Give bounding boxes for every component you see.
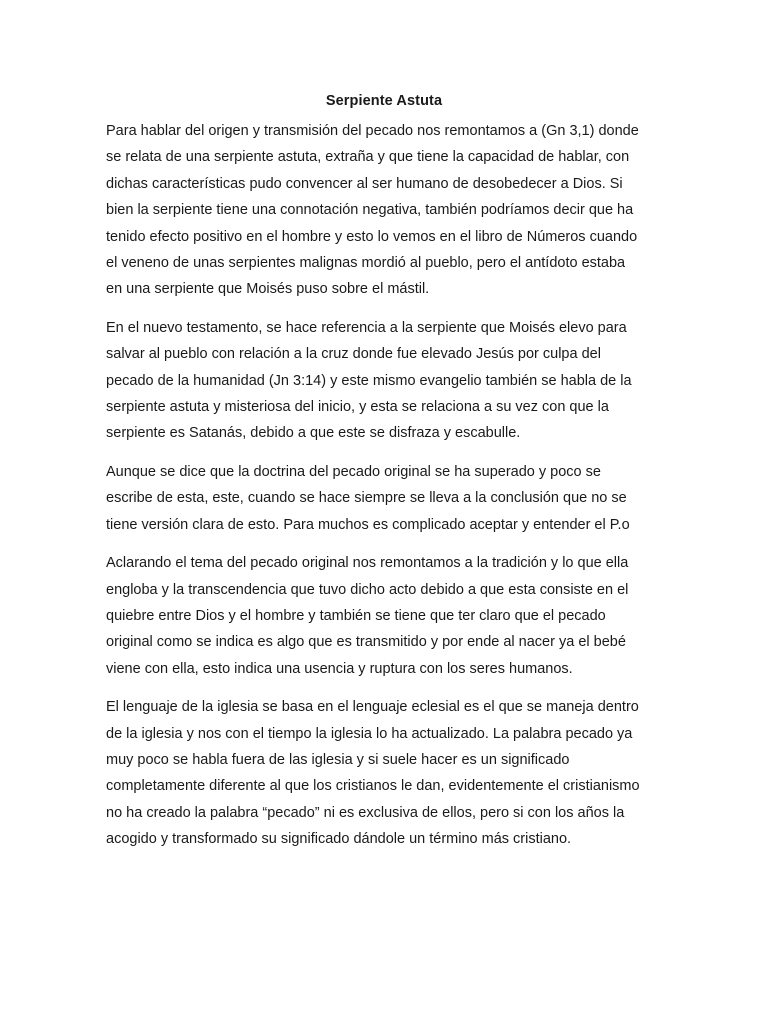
paragraph-line: pecado de la humanidad (Jn 3:14) y este mismo evangelio también se habla de la xyxy=(106,372,632,389)
paragraph-line: en una serpiente que Moisés puso sobre el mástil. xyxy=(106,281,430,298)
paragraph-line: se relata de una serpiente astuta, extraña y que tiene la capacidad de hablar, con xyxy=(106,149,630,166)
paragraph-line: bien la serpiente tiene una connotación negativa, también podríamos decir que ha xyxy=(106,202,634,219)
document-page xyxy=(106,88,662,865)
paragraph-line: engloba y la transcendencia que tuvo dicho acto debido a que esta consiste en el xyxy=(106,581,629,598)
paragraph-line: El lenguaje de la iglesia se basa en el lenguaje eclesial es el que se maneja dentro xyxy=(106,699,639,716)
paragraph-line: En el nuevo testamento, se hace referencia a la serpiente que Moisés elevo para xyxy=(106,319,627,336)
paragraph-line: Aclarando el tema del pecado original nos remontamos a la tradición y lo que ella xyxy=(106,555,629,572)
paragraph-line: viene con ella, esto indica una usencia y ruptura con los seres humanos. xyxy=(106,660,573,677)
paragraph-line: escribe de esta, este, cuando se hace siempre se lleva a la conclusión que no se xyxy=(106,490,627,507)
paragraph-line: Para hablar del origen y transmisión del pecado nos remontamos a (Gn 3,1) donde xyxy=(106,123,639,139)
paragraph-line: dichas características pudo convencer al ser humano de desobedecer a Dios. Si xyxy=(106,175,623,192)
paragraph-5 xyxy=(106,694,662,852)
paragraph-line: Aunque se dice que la doctrina del pecado original se ha superado y poco se xyxy=(106,463,601,480)
paragraph-line: de la iglesia y nos con el tiempo la iglesia lo ha actualizado. La palabra pecado ya xyxy=(106,725,633,742)
paragraph-line: tiene versión clara de esto. Para muchos es complicado aceptar y entender el P.o xyxy=(106,516,630,533)
paragraph-line: completamente diferente al que los cristianos le dan, evidentemente el cristianismo xyxy=(106,778,640,795)
paragraph-line: acogido y transformado su significado dándole un término más cristiano. xyxy=(106,831,572,848)
paragraph-line: quiebre entre Dios y el hombre y también se tiene que ter claro que el pecado xyxy=(106,607,606,624)
document-title: Serpiente Astuta xyxy=(325,93,443,109)
paragraph-line: muy poco se habla fuera de las iglesia y si suele hacer es un significado xyxy=(106,751,570,768)
paragraph-line: original como se indica es algo que es transmitido y por ende al nacer ya el bebé xyxy=(106,634,626,651)
paragraph-line: salvar al pueblo con relación a la cruz donde fue elevado Jesús por culpa del xyxy=(106,346,601,363)
paragraph-line: no ha creado la palabra “pecado” ni es exclusiva de ellos, pero si con los años la xyxy=(106,804,625,821)
paragraph-line: serpiente astuta y misteriosa del inicio, y esta se relaciona a su vez con que la xyxy=(106,399,609,416)
paragraph-line: serpiente es Satanás, debido a que este se disfraza y escabulle. xyxy=(106,425,521,442)
paragraph-line: el veneno de unas serpientes malignas mordió al pueblo, pero el antídoto estaba xyxy=(106,255,626,272)
paragraph-1 xyxy=(106,118,662,303)
paragraph-2 xyxy=(106,315,662,447)
paragraph-4 xyxy=(106,550,662,682)
paragraph-3 xyxy=(106,459,662,538)
paragraph-line: tenido efecto positivo en el hombre y esto lo vemos en el libro de Números cuando xyxy=(106,228,638,245)
